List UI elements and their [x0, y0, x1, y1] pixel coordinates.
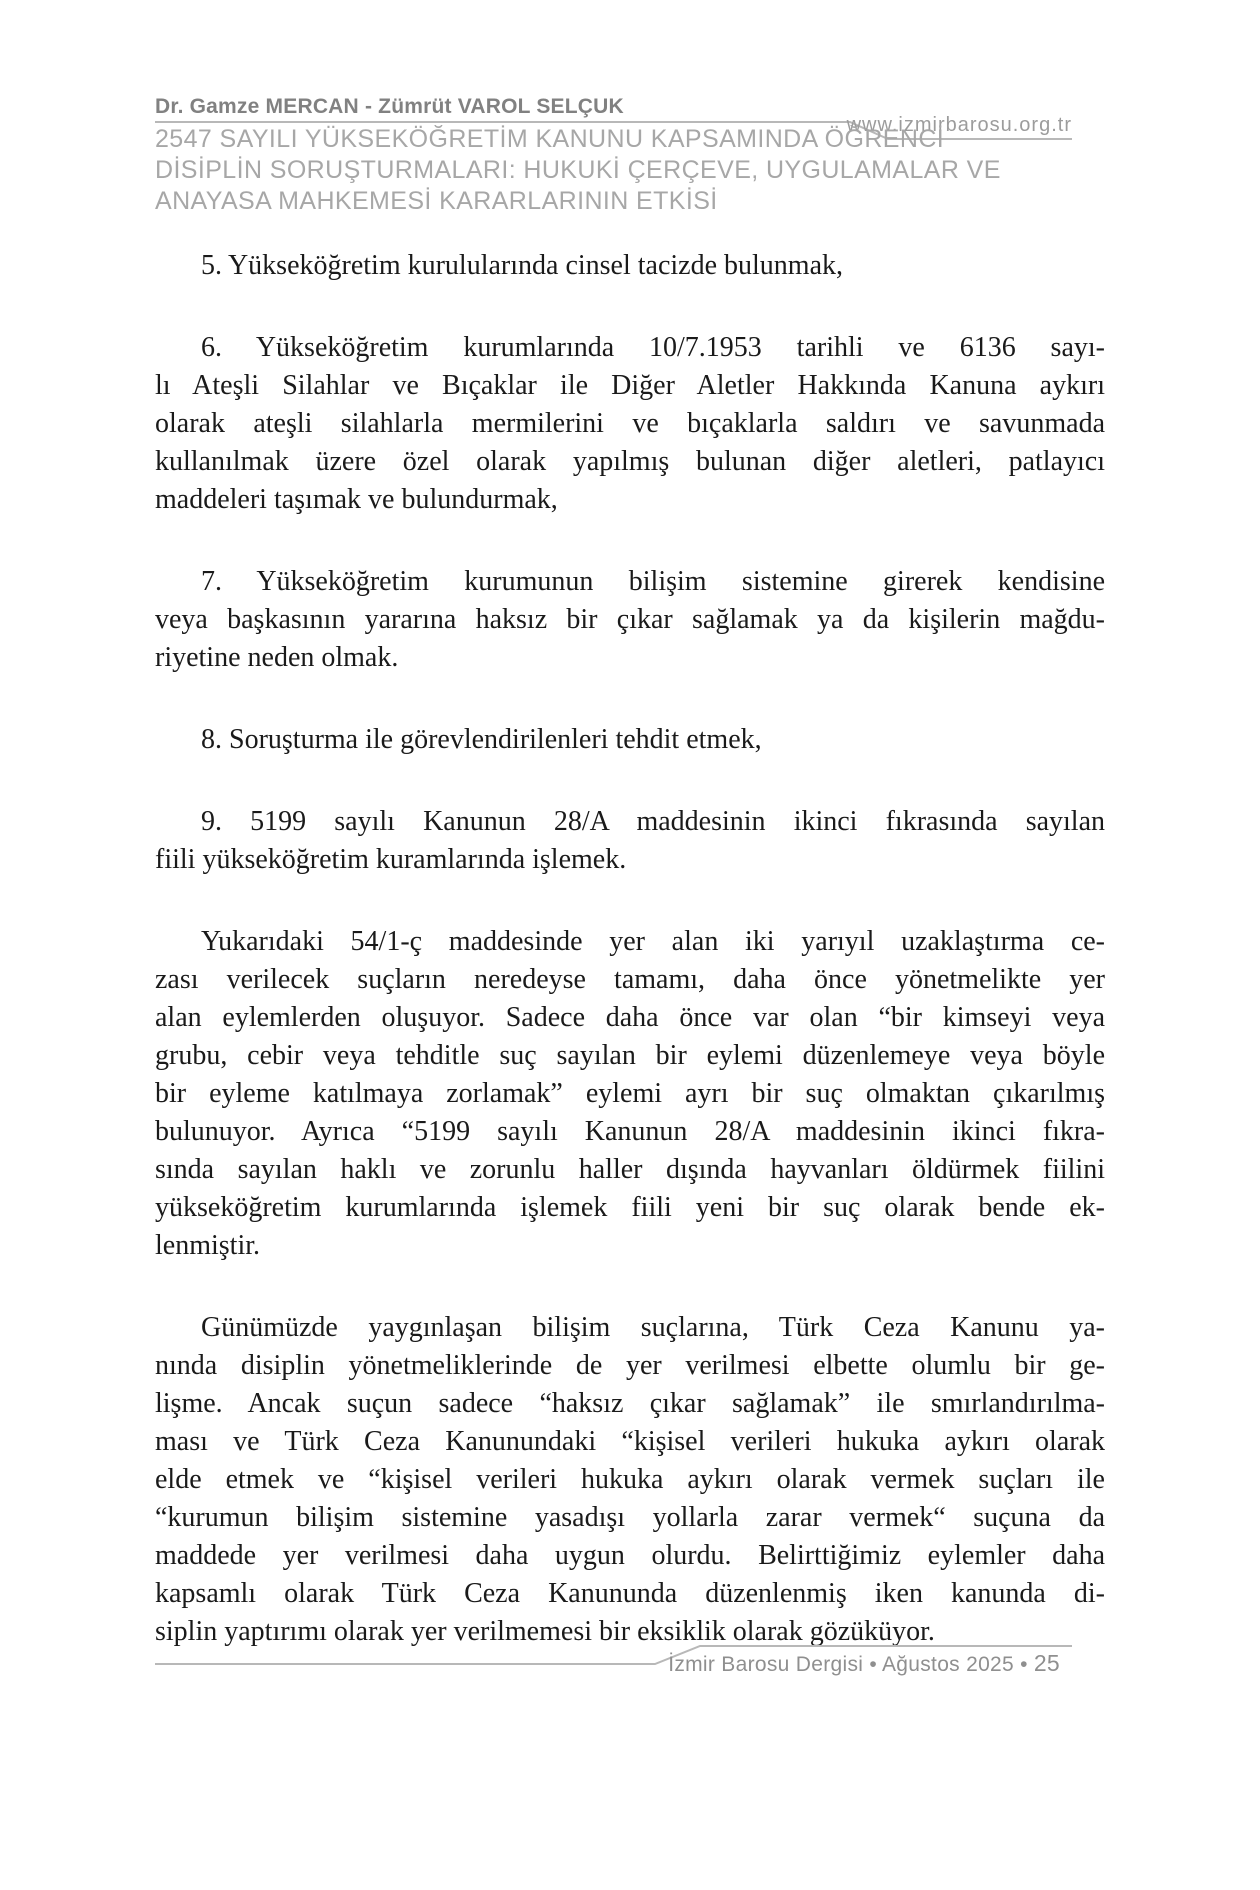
- journal-issue-label: İzmir Barosu Dergisi • Ağustos 2025 •: [668, 1653, 1028, 1676]
- paragraph-line: ması ve Türk Ceza Kanunundaki “kişisel verileri hukuka aykırı olarak: [155, 1426, 1105, 1457]
- numbered-item-7: [155, 563, 1105, 677]
- paragraph-line: lenmiştir.: [155, 1230, 260, 1261]
- paragraph-line: alan eylemlerden oluşuyor. Sadece daha önce var olan “bir kimseyi veya: [155, 1002, 1105, 1033]
- paragraph-line: sında sayılan haklı ve zorunlu haller dışında hayvanları öldürmek fiilini: [155, 1154, 1105, 1185]
- paragraph-line: zası verilecek suçların neredeyse tamamı, daha önce yönetmelikte yer: [155, 964, 1105, 995]
- body-paragraph-commentary-2: [155, 1309, 1105, 1651]
- paragraph-line: “kurumun bilişim sistemine yasadışı yollarla zarar vermek“ suçuna da: [155, 1502, 1105, 1533]
- paragraph-line: 7. Yükseköğretim kurumunun bilişim sistemine girerek kendisine: [201, 566, 1105, 597]
- paragraph-line: grubu, cebir veya tehditle suç sayılan bir eylemi düzenlemeye veya böyle: [155, 1040, 1105, 1071]
- paragraph-line: siplin yaptırımı olarak yer verilmemesi bir eksiklik olarak gözüküyor.: [155, 1616, 935, 1647]
- numbered-item-5: [155, 247, 1105, 285]
- paragraph-line: 9. 5199 sayılı Kanunun 28/A maddesinin ikinci fıkrasında sayılan: [201, 806, 1105, 837]
- paragraph-line: lı Ateşli Silahlar ve Bıçaklar ile Diğer Aletler Hakkında Kanuna aykırı: [155, 370, 1105, 401]
- article-title: [155, 124, 1135, 217]
- numbered-item-6: [155, 329, 1105, 519]
- article-body: [155, 247, 1105, 1651]
- numbered-item-8: [155, 721, 1105, 759]
- paragraph-line: maddede yer verilmesi daha uygun olurdu. Belirttiğimiz eylemler daha: [155, 1540, 1105, 1571]
- paragraph-line: bir eyleme katılmaya zorlamak” eylemi ayrı bir suç olmaktan çıkarılmış: [155, 1078, 1105, 1109]
- article-title-line: ANAYASA MAHKEMESİ KARARLARININ ETKİSİ: [155, 187, 718, 215]
- paragraph-line: maddeleri taşımak ve bulundurmak,: [155, 484, 558, 515]
- paragraph-line: riyetine neden olmak.: [155, 642, 399, 673]
- paragraph-line: kullanılmak üzere özel olarak yapılmış bulunan diğer aletleri, patlayıcı: [155, 446, 1105, 477]
- paragraph-line: kapsamlı olarak Türk Ceza Kanununda düzenlenmiş iken kanunda di-: [155, 1578, 1105, 1609]
- paragraph-line: fiili yükseköğretim kuramlarında işlemek.: [155, 844, 627, 875]
- paragraph-line: yükseköğretim kurumlarında işlemek fiili yeni bir suç olarak bende ek-: [155, 1192, 1105, 1223]
- paragraph-line: olarak ateşli silahlarla mermilerini ve bıçaklarla saldırı ve savunmada: [155, 408, 1105, 439]
- numbered-item-9: [155, 803, 1105, 879]
- paragraph-line: Yukarıdaki 54/1-ç maddesinde yer alan iki yarıyıl uzaklaştırma ce-: [201, 926, 1105, 957]
- author-names: Dr. Gamze MERCAN - Zümrüt VAROL SELÇUK: [155, 95, 624, 118]
- footer-journal-info: [668, 1650, 1060, 1677]
- journal-website-url: www.izmirbarosu.org.tr: [846, 114, 1072, 136]
- paragraph-line: nında disiplin yönetmeliklerinde de yer verilmesi elbette olumlu bir ge-: [155, 1350, 1105, 1381]
- paragraph-line: Günümüzde yaygınlaşan bilişim suçlarına, Türk Ceza Kanunu ya-: [201, 1312, 1105, 1343]
- page-number: 25: [1033, 1650, 1060, 1676]
- article-title-line: DİSİPLİN SORUŞTURMALARI: HUKUKİ ÇERÇEVE, UYGULAMALAR VE: [155, 156, 1001, 184]
- paragraph-line: elde etmek ve “kişisel verileri hukuka aykırı olarak vermek suçları ile: [155, 1464, 1105, 1495]
- paragraph-line: bulunuyor. Ayrıca “5199 sayılı Kanunun 28/A maddesinin ikinci fıkra-: [155, 1116, 1105, 1147]
- paragraph-line: lişme. Ancak suçun sadece “haksız çıkar sağlamak” ile smırlandırılma-: [155, 1388, 1105, 1419]
- paragraph-line: 6. Yükseköğretim kurumlarında 10/7.1953 tarihli ve 6136 sayı-: [201, 332, 1105, 363]
- paragraph-line: 5. Yükseköğretim kurulularında cinsel tacizde bulunmak,: [201, 250, 844, 281]
- paragraph-line: veya başkasının yararına haksız bir çıkar sağlamak ya da kişilerin mağdu-: [155, 604, 1105, 635]
- article-title-line: 2547 SAYILI YÜKSEKÖĞRETİM KANUNU KAPSAMINDA ÖĞRENCİ: [155, 125, 945, 153]
- body-paragraph-commentary-1: [155, 923, 1105, 1265]
- paragraph-line: 8. Soruşturma ile görevlendirilenleri tehdit etmek,: [201, 724, 762, 755]
